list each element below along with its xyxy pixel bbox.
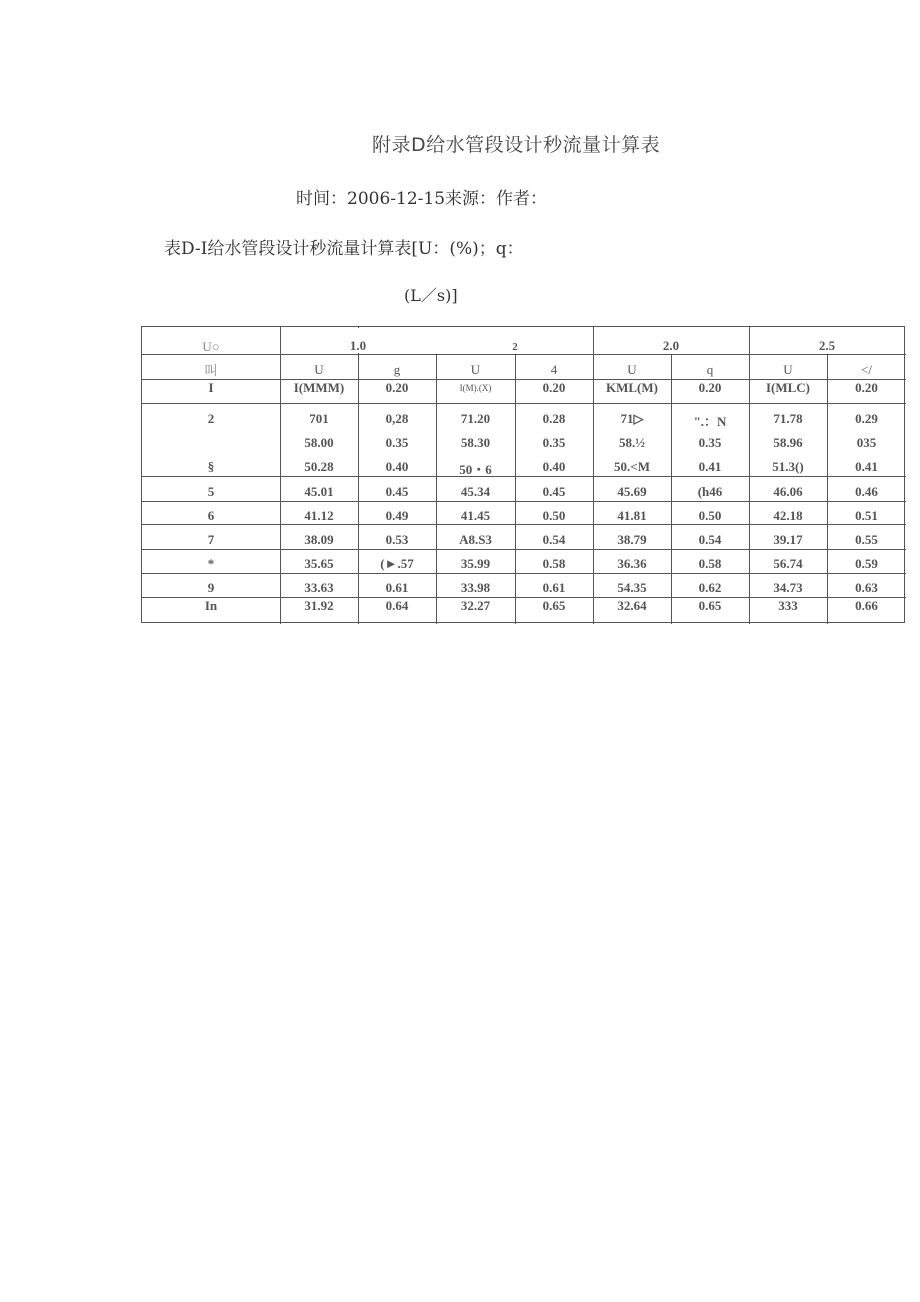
table-caption: 表D-I给水管段设计秒流量计算表[U：(%)；q： xyxy=(164,239,524,259)
table-rule xyxy=(142,549,906,550)
table-rule xyxy=(142,573,906,574)
row-label: I xyxy=(208,380,214,395)
table-cell: 0.28 xyxy=(542,411,566,426)
row-label: § xyxy=(207,459,215,474)
subhead-label: U xyxy=(627,362,637,377)
table-cell: 0.45 xyxy=(542,484,566,499)
table-cell: 36.36 xyxy=(617,556,647,571)
table-cell: ".：N xyxy=(693,414,727,429)
row-label: 6 xyxy=(207,508,215,523)
table-cell: I(MMM) xyxy=(293,380,345,395)
table-cell: 0.40 xyxy=(385,459,409,474)
row-label: In xyxy=(204,598,218,613)
table-cell: 0.65 xyxy=(698,598,722,613)
group-label: 2.0 xyxy=(662,338,680,353)
table-cell: (►.57 xyxy=(380,556,414,571)
subhead-label: U xyxy=(314,362,324,377)
subhead-label: U xyxy=(470,362,481,377)
table-cell: I(M).(X) xyxy=(459,383,492,393)
subhead-label: g xyxy=(393,362,401,377)
table-cell: 0.66 xyxy=(855,598,878,613)
table-cell: 0.50 xyxy=(698,508,722,523)
table-cell: 0.35 xyxy=(698,435,722,450)
table-cell: 34.73 xyxy=(773,580,803,595)
table-cell: 31.92 xyxy=(304,598,334,613)
table-cell: 0.58 xyxy=(542,556,566,571)
meta-line: 时间：2006-12-15来源：作者： xyxy=(296,189,548,209)
row-label: 7 xyxy=(207,532,215,547)
table-cell: 0.51 xyxy=(855,508,878,523)
table-cell: 42.18 xyxy=(773,508,803,523)
table-cell: 0.50 xyxy=(542,508,566,523)
table-cell: 0.29 xyxy=(855,411,878,426)
table-cell: 41.81 xyxy=(617,508,647,523)
table-cell: 50.<M xyxy=(614,459,650,474)
table-cell: 39.17 xyxy=(773,532,803,547)
table-cell: 0.20 xyxy=(855,380,878,395)
table-cell: 35.99 xyxy=(460,556,491,571)
table-cell: 58.½ xyxy=(619,435,645,450)
table-cell: 45.01 xyxy=(304,484,334,499)
table-cell: 0.54 xyxy=(698,532,722,547)
table-cell: 71▷ xyxy=(620,411,644,426)
table-cell: I(MLC) xyxy=(765,380,811,395)
page-title: 附录D给水管段设计秒流量计算表 xyxy=(372,134,661,156)
table-cell: 0.35 xyxy=(542,435,566,450)
subhead-label: 4 xyxy=(550,362,558,377)
corner-label: U○ xyxy=(202,339,220,354)
group-label: 1.0 xyxy=(349,338,367,353)
table-cell: 0.55 xyxy=(855,532,878,547)
table-cell: 333 xyxy=(778,598,798,613)
table-cell: 51.3() xyxy=(772,459,804,474)
table-cell: 0.46 xyxy=(855,484,878,499)
table-cell: 035 xyxy=(856,435,877,450)
table-cell: 58.96 xyxy=(773,435,803,450)
group-label: 2.5 xyxy=(818,338,836,353)
table-cell: 54.35 xyxy=(617,580,647,595)
table-cell: 0.63 xyxy=(855,580,878,595)
table-cell: 0.65 xyxy=(542,598,566,613)
table-cell: 46.06 xyxy=(773,484,803,499)
table-cell: (h46 xyxy=(697,484,723,499)
table-cell: 0.59 xyxy=(855,556,878,571)
table-cell: 32.64 xyxy=(617,598,647,613)
row-label: 9 xyxy=(207,580,215,595)
table-cell: 50・6 xyxy=(459,462,492,477)
table-cell: 0.49 xyxy=(385,508,409,523)
table-rule xyxy=(142,501,906,502)
row-label: * xyxy=(207,556,215,571)
table-cell: 0.53 xyxy=(385,532,409,547)
table-cell: 0.20 xyxy=(542,380,566,395)
table-cell: 58.00 xyxy=(304,435,334,450)
table-cell: 45.34 xyxy=(460,484,491,499)
table-cell: 41.12 xyxy=(304,508,334,523)
table-cell: 58.30 xyxy=(460,435,491,450)
table-cell: 0.20 xyxy=(698,380,722,395)
table-caption-units: (L／s)] xyxy=(404,286,458,305)
flow-table xyxy=(141,326,905,623)
table-cell: A8.S3 xyxy=(459,532,492,547)
table-rule xyxy=(142,524,906,525)
table-cell: KML(M) xyxy=(606,380,658,395)
table-cell: 0.54 xyxy=(542,532,566,547)
table-rule xyxy=(142,403,906,404)
table-cell: 0.20 xyxy=(385,380,409,395)
table-cell: 0.64 xyxy=(385,598,409,613)
table-cell: 0.45 xyxy=(385,484,409,499)
table-cell: 0,28 xyxy=(385,411,409,426)
table-cell: 0.61 xyxy=(542,580,566,595)
table-cell: 32.27 xyxy=(460,598,491,613)
table-cell: 0.41 xyxy=(855,459,878,474)
table-cell: 35.65 xyxy=(304,556,334,571)
ng-label: 叫 xyxy=(204,363,218,378)
table-cell: 71.78 xyxy=(773,411,803,426)
row-label: 2 xyxy=(207,411,215,426)
table-cell: 71.20 xyxy=(460,411,491,426)
row-label: 5 xyxy=(207,484,215,499)
table-cell: 38.79 xyxy=(617,532,647,547)
table-cell: 0.40 xyxy=(542,459,566,474)
table-cell: 56.74 xyxy=(773,556,803,571)
table-cell: 0.61 xyxy=(385,580,409,595)
subhead-label: q xyxy=(706,362,714,377)
table-cell: 0.62 xyxy=(698,580,722,595)
subhead-label: </ xyxy=(861,362,872,377)
table-cell: 41.45 xyxy=(460,508,491,523)
table-cell: 0.35 xyxy=(385,435,409,450)
table-cell: 33.98 xyxy=(460,580,491,595)
table-cell: 45.69 xyxy=(617,484,647,499)
group-label: 2 xyxy=(512,341,518,353)
table-cell: 0.58 xyxy=(698,556,722,571)
table-cell: 701 xyxy=(309,411,329,426)
table-cell: 0.41 xyxy=(698,459,722,474)
table-cell: 33.63 xyxy=(304,580,334,595)
table-cell: 38.09 xyxy=(304,532,334,547)
table-cell: 50.28 xyxy=(304,459,334,474)
subhead-label: U xyxy=(783,362,793,377)
